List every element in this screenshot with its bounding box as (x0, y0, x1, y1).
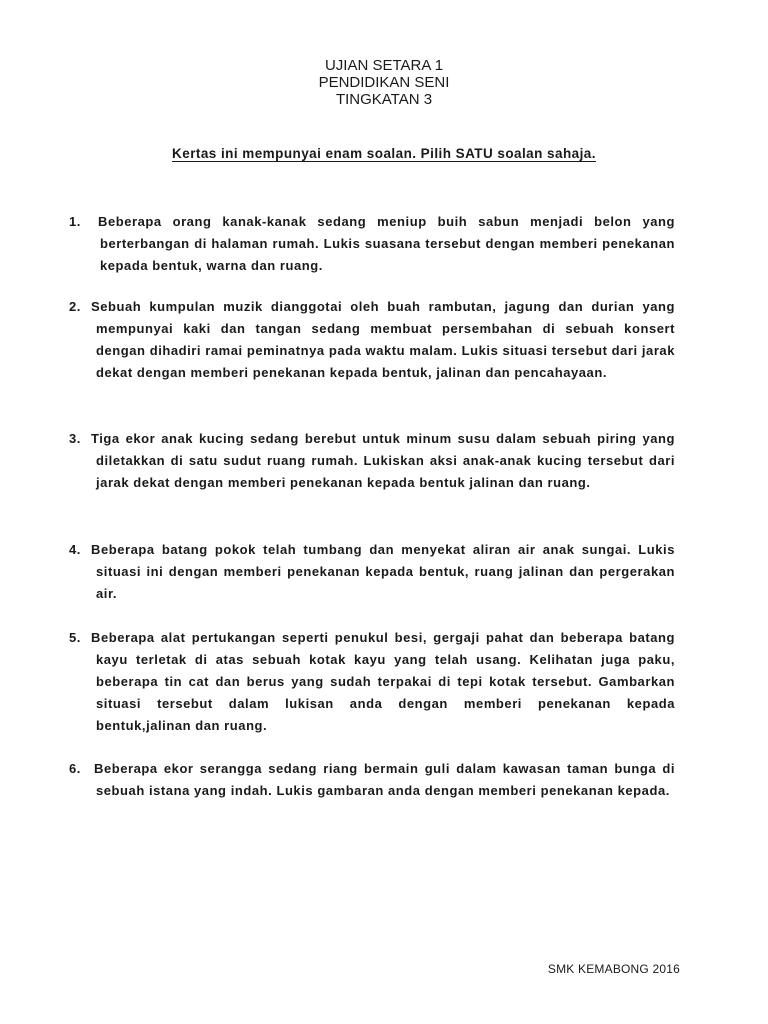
question-text-first: Beberapa alat pertukangan seperti penukul besi, gergaji pahat dan (91, 630, 555, 645)
question-3 (69, 428, 675, 494)
question-text-first: Beberapa ekor serangga sedang riang bermain guli dalam kawasan taman (94, 761, 609, 776)
instruction-text: Kertas ini mempunyai enam soalan. Pilih SATU soalan sahaja. (172, 146, 596, 161)
question-2 (69, 296, 675, 384)
question-text-rest: beberapa batang kayu terletak di atas sebuah kotak kayu yang telah usang. Kelihatan juga paku, beberapa tin cat dan berus yang sudah terpakai di tepi kotak tersebut. Gambarkan situasi tersebut dalam lukisan anda dengan memberi penekanan kepada bentuk,jalinan dan ruang. (96, 630, 676, 733)
question-text-rest: bunga di sebuah istana yang indah. Lukis gambaran anda dengan memberi penekanan kepada. (96, 761, 676, 798)
question-text-rest: durian yang mempunyai kaki dan tangan sedang membuat persembahan di sebuah konsert dengan dihadiri ramai peminatnya pada waktu malam. Lukis situasi tersebut dari jarak dekat dengan memberi penekanan kepada bentuk, jalinan dan pencahayaan. (96, 299, 675, 380)
question-text-first: Beberapa orang kanak-kanak sedang meniup buih sabun menjadi belon (98, 214, 632, 229)
question-1 (69, 211, 675, 277)
question-text (69, 758, 675, 802)
question-text (69, 296, 675, 384)
question-4 (69, 539, 675, 605)
question-text-first: Sebuah kumpulan muzik dianggotai oleh buah rambutan, jagung dan (91, 299, 584, 314)
subject-title: PENDIDIKAN SENI (318, 74, 450, 91)
question-number: 5. (69, 630, 81, 645)
school-footer: SMK KEMABONG 2016 (547, 962, 680, 976)
form-level: TINGKATAN 3 (335, 91, 433, 108)
question-number: 2. (69, 299, 81, 314)
question-text (69, 627, 675, 737)
question-number: 4. (69, 542, 81, 557)
question-text (69, 539, 675, 605)
question-text-first: Tiga ekor anak kucing sedang berebut untuk minum susu dalam sebuah (91, 431, 592, 446)
question-5 (69, 627, 675, 737)
question-text (69, 428, 675, 494)
exam-title: UJIAN SETARA 1 (324, 57, 444, 74)
question-number: 1. (69, 214, 81, 229)
question-6 (69, 758, 675, 802)
exam-header (0, 57, 768, 108)
question-text-rest: piring yang diletakkan di satu sudut ruang rumah. Lukiskan aksi anak-anak kucing tersebut dari jarak dekat dengan memberi penekanan kepada bentuk jalinan dan ruang. (96, 431, 676, 490)
instruction-line (0, 146, 768, 161)
question-text-first: Beberapa batang pokok telah tumbang dan menyekat aliran air anak (91, 542, 575, 557)
question-text-rest: sungai. Lukis situasi ini dengan memberi penekanan kepada bentuk, ruang jalinan dan pergerakan air. (96, 542, 675, 601)
question-number: 6. (69, 761, 81, 776)
question-text (69, 211, 675, 277)
question-number: 3. (69, 431, 81, 446)
question-text-rest: yang berterbangan di halaman rumah. Lukis suasana tersebut dengan memberi penekanan kepada bentuk, warna dan ruang. (100, 214, 675, 273)
